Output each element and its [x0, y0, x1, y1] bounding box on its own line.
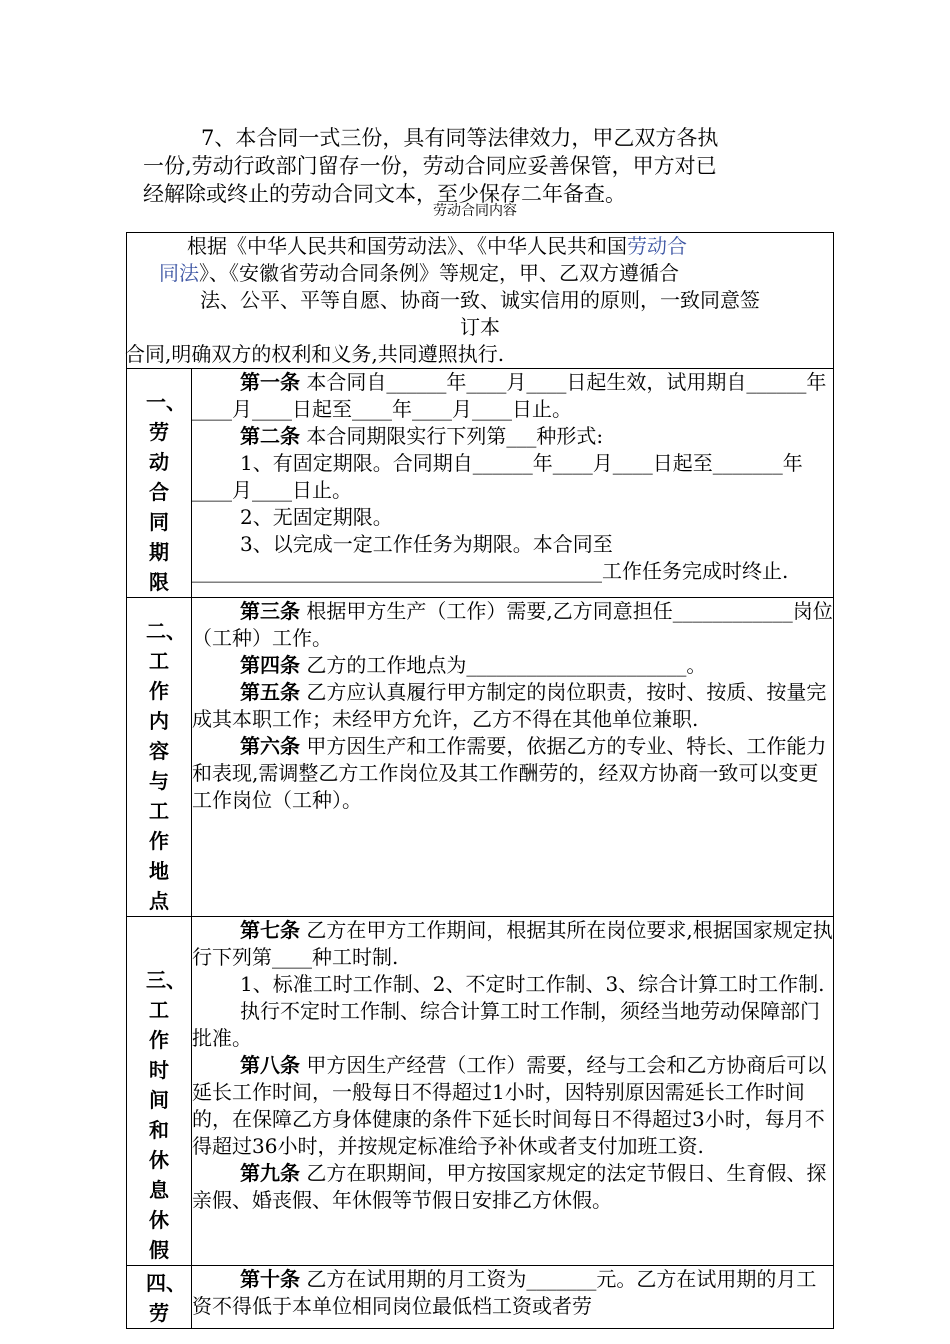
clause-label: 第五条 — [240, 680, 300, 704]
clause-text: 本合同自______年____月____日起生效，试用期自______年____月____日起至____年____月____日止。 — [192, 370, 827, 421]
clause-text: 乙方应认真履行甲方制定的岗位职责，按时、按质、按量完成其本职工作；未经甲方允许，乙方不得在其他单位兼职. — [192, 680, 827, 731]
section-title-1 — [127, 369, 192, 598]
preamble-cell — [127, 233, 834, 369]
section-body-4 — [192, 1266, 834, 1329]
section-title-text-4: 四、劳 — [146, 1271, 186, 1325]
clause-text: 根据甲方生产（工作）需要,乙方同意担任____________岗位（工种）工作。 — [192, 599, 833, 650]
clause-text: 1、有固定期限。合同期自______年____月____日起至_______年____月____日止。 — [192, 451, 803, 502]
clause-2-option-2 — [192, 504, 833, 531]
clause-label: 第四条 — [240, 653, 300, 677]
clause-2-option-3 — [192, 531, 833, 585]
clause-text: 乙方的工作地点为______________________。 — [300, 653, 707, 677]
clause-text: 甲方因生产经营（工作）需要，经与工会和乙方协商后可以延长工作时间，一般每日不得超过1小时，因特别原因需延长工作时间的，在保障乙方身体健康的条件下延长时间每日不得超过3小时，每月不得超过36小时，并按规定标准给予补休或者支付加班工资. — [192, 1053, 827, 1158]
section-title-4 — [127, 1266, 192, 1329]
clause-text: 3、以完成一定工作任务为期限。本合同至_________________________________________工作任务完成时终止. — [192, 532, 789, 583]
clause-3 — [192, 598, 833, 652]
clause-text: 本合同期限实行下列第___种形式: — [300, 424, 604, 448]
preamble-line-3: 法、公平、平等自愿、协商一致、诚实信用的原则，一致同意签 — [200, 288, 760, 312]
section-body-2 — [192, 598, 834, 917]
preamble-line-4: 订本 — [460, 315, 500, 339]
intro-paragraph — [143, 124, 808, 208]
section-title-3 — [127, 917, 192, 1266]
section-body-3 — [192, 917, 834, 1266]
contract-table — [126, 232, 834, 1329]
section-body-1 — [192, 369, 834, 598]
section-title-text-3: 三、工作时间和休息休假 — [146, 968, 186, 1262]
section-title-2 — [127, 598, 192, 917]
preamble-text-b: 》、《安徽省劳动合同条例》等规定，甲、乙双方遵循合 — [199, 261, 679, 285]
clause-7 — [192, 917, 833, 971]
clause-label: 第八条 — [240, 1053, 300, 1077]
clause-7-options — [192, 971, 833, 998]
clause-text: 乙方在职期间，甲方按国家规定的法定节假日、生育假、探亲假、婚丧假、年休假等节假日安排乙方休假。 — [192, 1161, 827, 1212]
preamble-text-a: 根据《中华人民共和国劳动法》、《中华人民共和国 — [187, 234, 627, 258]
intro-line-1: 7、本合同一式三份，具有同等法律效力，甲乙双方各执 — [201, 126, 719, 150]
law-link-part-1[interactable]: 劳动合 — [627, 234, 687, 258]
clause-4 — [192, 652, 833, 679]
clause-text: 乙方在甲方工作期间，根据其所在岗位要求,根据国家规定执行下列第____种工时制. — [192, 918, 833, 969]
clause-10 — [192, 1266, 833, 1320]
section-row-3 — [127, 917, 834, 1266]
clause-label: 第二条 — [240, 424, 300, 448]
section-title-text-2: 二、工作内容与工作地点 — [146, 619, 186, 913]
clause-2 — [192, 423, 833, 450]
clause-text: 2、无固定期限。 — [240, 505, 393, 529]
section-title-text-1: 一、劳动合同期限 — [146, 390, 186, 594]
clause-label: 第十条 — [240, 1267, 300, 1291]
section-row-4 — [127, 1266, 834, 1329]
clause-8 — [192, 1052, 833, 1160]
clause-5 — [192, 679, 833, 733]
intro-line-2: 一份,劳动行政部门留存一份，劳动合同应妥善保管，甲方对已 — [143, 154, 717, 178]
clause-label: 第七条 — [240, 918, 300, 942]
clause-2-option-1 — [192, 450, 833, 504]
clause-6 — [192, 733, 833, 814]
clause-label: 第一条 — [240, 370, 300, 394]
clause-text: 执行不定时工作制、综合计算工时工作制，须经当地劳动保障部门批准。 — [192, 999, 820, 1050]
clause-label: 第六条 — [240, 734, 300, 758]
clause-label: 第九条 — [240, 1161, 300, 1185]
preamble-row — [127, 233, 834, 369]
section-row-2 — [127, 598, 834, 917]
clause-text: 1、标准工时工作制、2、不定时工作制、3、综合计算工时工作制. — [240, 972, 825, 996]
contract-caption: 劳动合同内容 — [433, 203, 517, 219]
clause-label: 第三条 — [240, 599, 300, 623]
clause-7-note — [192, 998, 833, 1052]
clause-text: 乙方在试用期的月工资为_______元。乙方在试用期的月工资不得低于本单位相同岗位最低档工资或者劳 — [192, 1267, 817, 1318]
preamble-line-5: 合同,明确双方的权利和义务,共同遵照执行. — [125, 342, 505, 366]
clause-text: 甲方因生产和工作需要，依据乙方的专业、特长、工作能力和表现,需调整乙方工作岗位及其工作酬劳的，经双方协商一致可以变更工作岗位（工种）。 — [192, 734, 827, 812]
preamble-line-1 — [127, 233, 833, 260]
clause-1 — [192, 369, 833, 423]
preamble-line-2 — [127, 260, 833, 287]
intro-line-3: 经解除或终止的劳动合同文本，至少保存二年备查。 — [143, 182, 626, 206]
clause-9 — [192, 1160, 833, 1214]
law-link-part-2[interactable]: 同法 — [159, 261, 199, 285]
section-row-1 — [127, 369, 834, 598]
